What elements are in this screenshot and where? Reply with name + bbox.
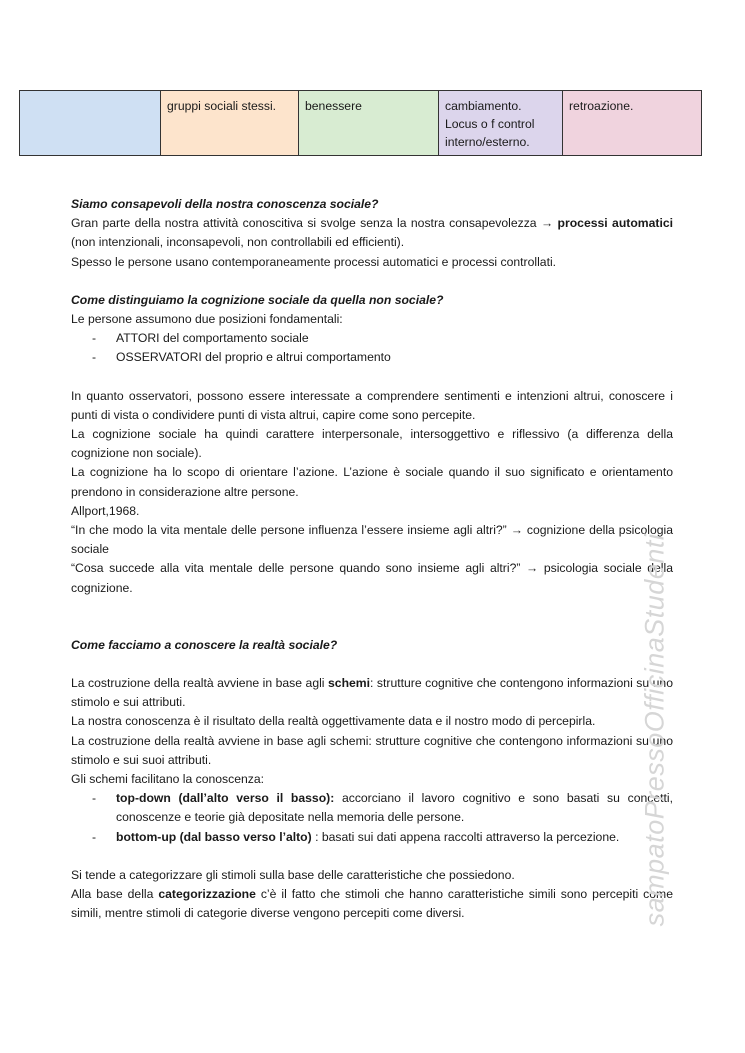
paragraph: Spesso le persone usano contemporaneamente processi automatici e processi controllati. <box>71 254 557 269</box>
paragraph: Allport,1968. <box>71 503 140 518</box>
dash-list <box>71 329 673 367</box>
paragraph: In quanto osservatori, possono essere interessate a comprendere sentimenti e intenzioni altrui, conoscere i punti di vista o condividere punti di vista altrui, capire come sono percepite. <box>71 388 673 422</box>
table-cell-4: cambiamento. Locus o f control interno/esterno. <box>439 91 563 156</box>
watermark: sampatoPressoOfficinaStudenti <box>639 533 670 927</box>
paragraph: “Cosa succede alla vita mentale delle persone quando sono insieme agli altri?” → psicologia sociale della cognizione. <box>71 561 673 595</box>
paragraph: La costruzione della realtà avviene in base agli schemi: strutture cognitive che contengono informazioni su uno stimolo e sui attributi. <box>71 676 673 710</box>
table-cell-2: gruppi sociali stessi. <box>161 91 299 156</box>
table-cell-3: benessere <box>299 91 439 156</box>
paragraph: La costruzione della realtà avviene in base agli schemi: strutture cognitive che contengono informazioni su uno stimolo e sui suoi attributi. <box>71 733 673 767</box>
list-item: - OSSERVATORI del proprio e altrui comportamento <box>92 350 391 365</box>
table-cell-5: retroazione. <box>563 91 702 156</box>
section-heading: Come facciamo a conoscere la realtà sociale? <box>71 637 338 652</box>
paragraph: Le persone assumono due posizioni fondamentali: <box>71 312 343 327</box>
section-heading: Siamo consapevoli della nostra conoscenza sociale? <box>71 197 379 211</box>
paragraph: La cognizione ha lo scopo di orientare l’azione. L’azione è sociale quando il suo significato e orientamento prendono in considerazione altre persone. <box>71 465 673 499</box>
list-item: - bottom-up (dal basso verso l’alto) : basati sui dati appena raccolti attraverso la percezione. <box>92 829 620 844</box>
table-cell-1 <box>20 91 161 156</box>
paragraph: Alla base della categorizzazione c’è il fatto che stimoli che hanno caratteristiche simili sono percepiti come simili, mentre stimoli di categorie diverse vengono percepiti come diversi. <box>71 887 673 921</box>
paragraph: La cognizione sociale ha quindi carattere interpersonale, intersoggettivo e riflessivo (a differenza della cognizione non sociale). <box>71 427 673 461</box>
table-row <box>20 91 702 156</box>
paragraph: Gli schemi facilitano la conoscenza: <box>71 772 265 787</box>
paragraph: La nostra conoscenza è il risultato della realtà oggettivamente data e il nostro modo di percepirla. <box>71 714 596 729</box>
list-item: - top-down (dall’alto verso il basso): accorciano il lavoro cognitivo e sono basati su concetti, conoscenze e teorie già depositate nella memoria delle persone. <box>92 791 673 825</box>
section-heading: Come distinguiamo la cognizione sociale da quella non sociale? <box>71 292 444 307</box>
paragraph: “In che modo la vita mentale delle persone influenza l’essere insieme agli altri?” → cognizione della psicologia sociale <box>71 523 673 557</box>
document-body <box>71 195 673 927</box>
dash-list <box>71 789 673 847</box>
list-item: - ATTORI del comportamento sociale <box>92 331 309 346</box>
paragraph: Si tende a categorizzare gli stimoli sulla base delle caratteristiche che possiedono. <box>71 867 515 882</box>
summary-table-row <box>19 90 702 156</box>
paragraph: Gran parte della nostra attività conoscitiva si svolge senza la nostra consapevolezza → processi automatici (non intenzionali, inconsapevoli, non controllabili ed efficienti). <box>71 216 673 250</box>
